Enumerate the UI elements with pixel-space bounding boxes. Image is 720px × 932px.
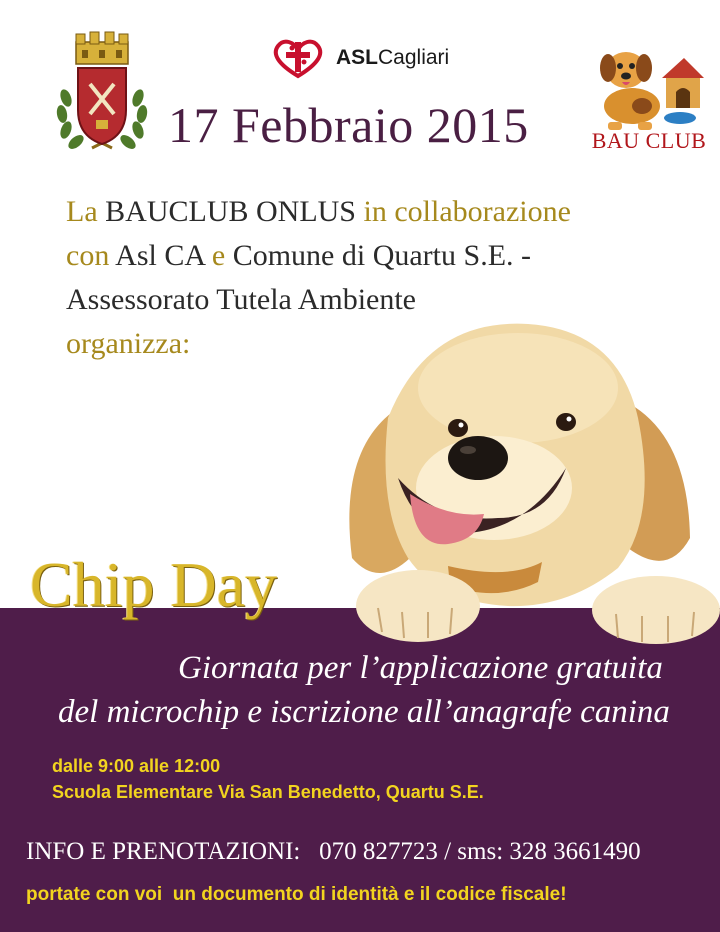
documents-note: portate con voi un documento di identità e il codice fiscale! <box>26 884 567 905</box>
intro-line-1: La BAUCLUB ONLUS in collaborazione <box>66 195 571 228</box>
intro-line-4: organizza: <box>66 327 191 360</box>
intro-line-2: con Asl CA e Comune di Quartu S.E. - <box>66 239 532 272</box>
info-contacts: INFO E PRENOTAZIONI: 070 827723 / sms: 328 3661490 <box>26 838 641 865</box>
asl-cross-heart-icon <box>268 36 328 80</box>
event-subtitle-line-1: Giornata per l’applicazione gratuita <box>178 650 663 686</box>
municipal-crest-icon <box>52 28 152 156</box>
intro-line-3: Assessorato Tutela Ambiente <box>66 283 416 316</box>
asl-logo <box>268 36 449 80</box>
bauclub-logo-label: BAU CLUB <box>591 128 707 153</box>
asl-logo-text: ASLCagliari <box>336 46 450 69</box>
event-location: Scuola Elementare Via San Benedetto, Quartu S.E. <box>52 782 484 802</box>
event-date: 17 Febbraio 2015 <box>168 97 529 153</box>
event-time: dalle 9:00 alle 12:00 <box>52 756 221 776</box>
puppy-photo <box>318 318 720 653</box>
event-subtitle-line-2: del microchip e iscrizione all’anagrafe canina <box>58 694 670 730</box>
event-title: Chip Day <box>30 549 278 620</box>
